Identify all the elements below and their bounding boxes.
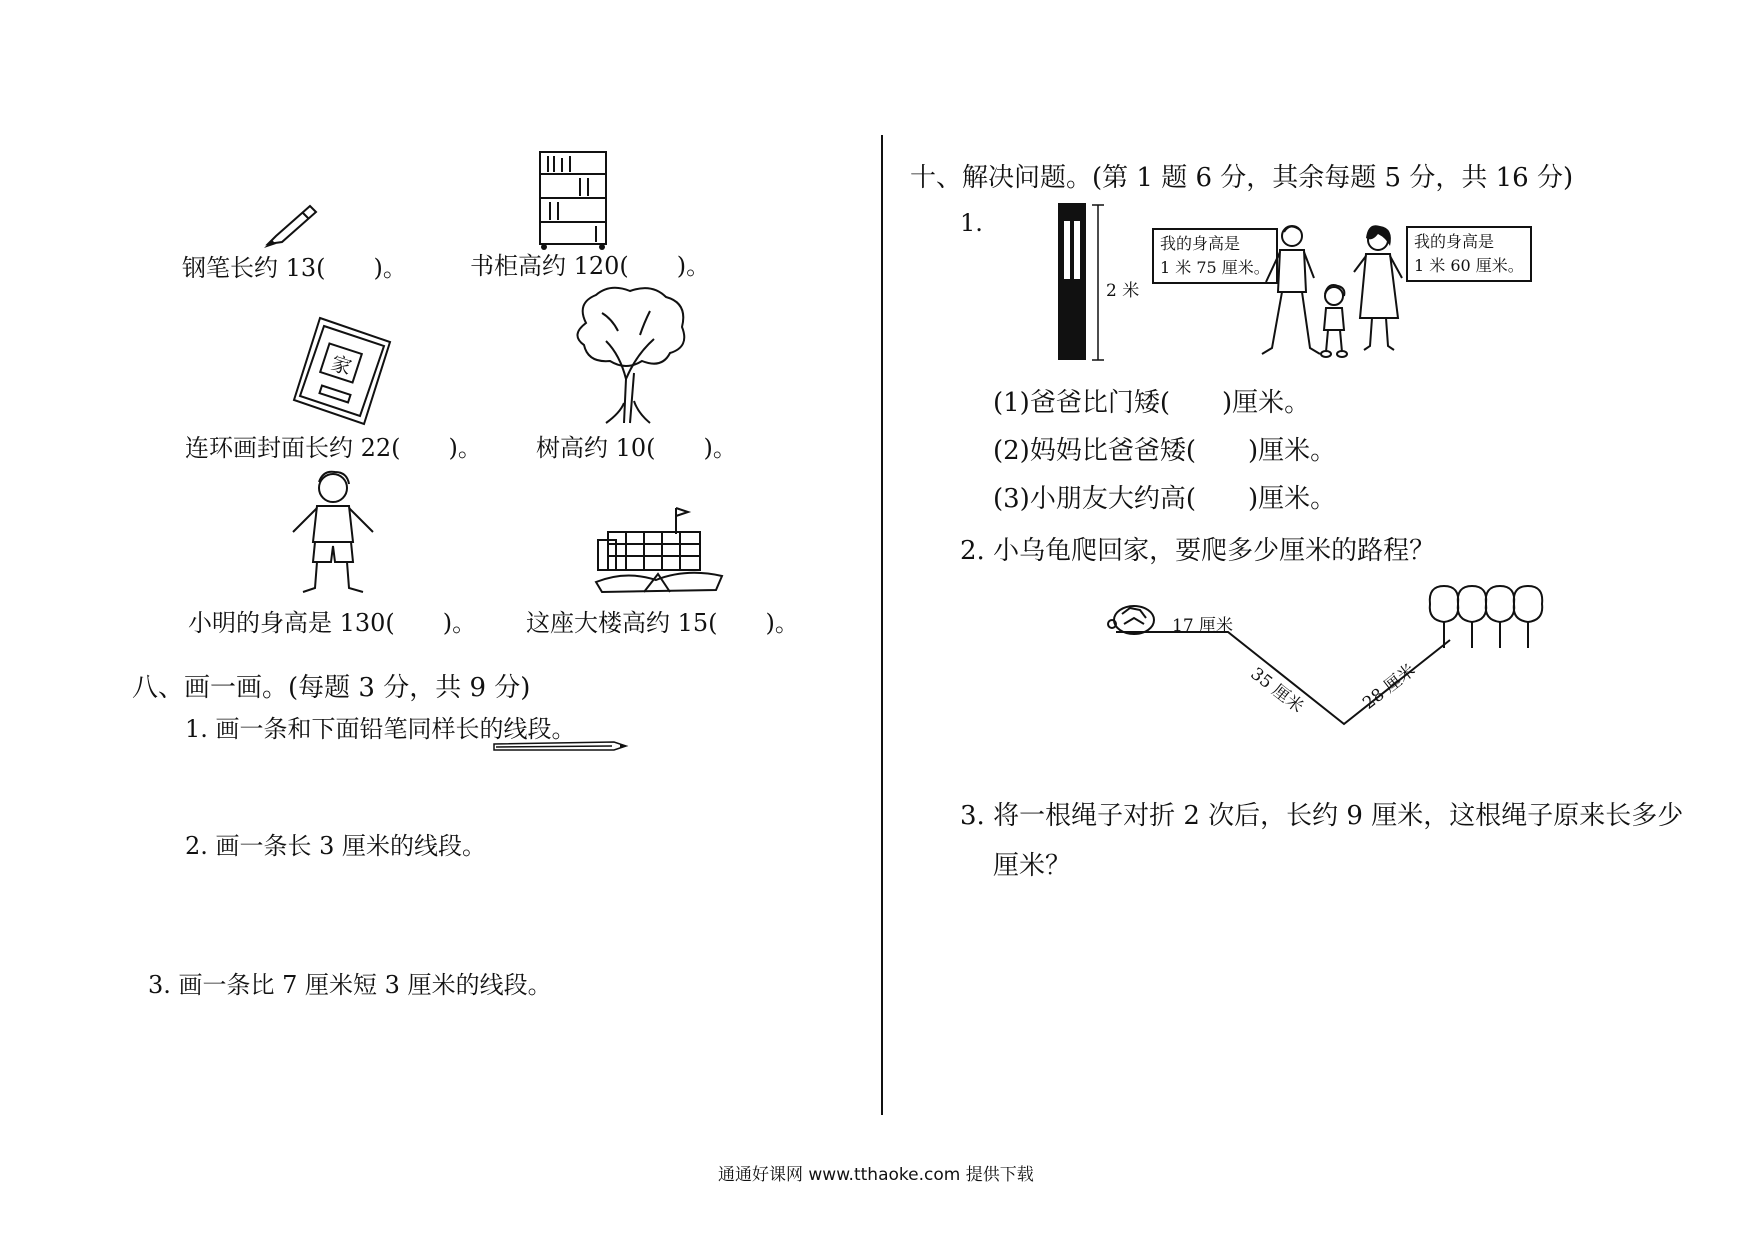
section-8-question-3: 3. 画一条比 7 厘米短 3 厘米的线段。	[148, 971, 552, 999]
section-8-question-1: 1. 画一条和下面铅笔同样长的线段。	[185, 715, 576, 743]
mom-bubble-line-1: 我的身高是	[1414, 232, 1495, 251]
building-illustration	[596, 504, 726, 594]
dad-bubble-line-2: 1 米 75 厘米。	[1160, 258, 1270, 277]
estimate-tree: 树高约 10( )。	[536, 434, 737, 462]
boy-illustration	[283, 470, 383, 600]
question-3-line-2: 厘米？	[993, 851, 1072, 881]
footer-credit: 通通好课网 www.tthaoke.com 提供下载	[718, 1165, 1034, 1185]
question-1-sub-2: (2)妈妈比爸爸矮( )厘米。	[993, 436, 1337, 466]
question-2: 2. 小乌龟爬回家，要爬多少厘米的路程？	[960, 536, 1436, 566]
question-1-sub-3: (3)小朋友大约高( )厘米。	[993, 484, 1337, 514]
turtle-path-diagram	[1108, 584, 1554, 724]
path-segment-1-label: 17 厘米	[1172, 616, 1234, 636]
pen-illustration	[262, 200, 322, 250]
pencil-illustration	[494, 741, 628, 753]
section-8-question-2: 2. 画一条长 3 厘米的线段。	[185, 832, 487, 860]
svg-text:家: 家	[328, 350, 355, 380]
section-8-heading: 八、画一画。(每题 3 分，共 9 分)	[132, 673, 531, 703]
door-height-label: 2 米	[1106, 281, 1140, 301]
section-10-heading: 十、解决问题。(第 1 题 6 分，其余每题 5 分，共 16 分)	[910, 163, 1574, 193]
column-divider	[881, 135, 883, 1115]
path-segment-3-label: 28 厘米	[1359, 660, 1420, 714]
estimate-boy: 小明的身高是 130( )。	[188, 609, 477, 637]
tree-illustration	[566, 283, 696, 423]
estimate-pen: 钢笔长约 13( )。	[182, 254, 407, 282]
door-illustration	[1058, 203, 1108, 363]
dad-speech-bubble	[1152, 228, 1278, 284]
mom-bubble-line-2: 1 米 60 厘米。	[1414, 256, 1524, 275]
estimate-building: 这座大楼高约 15( )。	[526, 609, 799, 637]
estimate-comic-book: 连环画封面长约 22( )。	[185, 434, 482, 462]
path-segment-2-label: 35 厘米	[1246, 663, 1308, 718]
estimate-bookcase: 书柜高约 120( )。	[470, 252, 711, 280]
mom-speech-bubble	[1406, 226, 1532, 282]
family-illustration	[1262, 222, 1412, 362]
comic-book-illustration	[280, 312, 400, 432]
dad-bubble-line-1: 我的身高是	[1160, 234, 1241, 253]
question-1-number: 1.	[960, 209, 983, 237]
question-3-line-1: 3. 将一根绳子对折 2 次后，长约 9 厘米，这根绳子原来长多少	[960, 801, 1684, 831]
question-1-sub-1: (1)爸爸比门矮( )厘米。	[993, 388, 1311, 418]
bookcase-illustration	[536, 150, 614, 250]
